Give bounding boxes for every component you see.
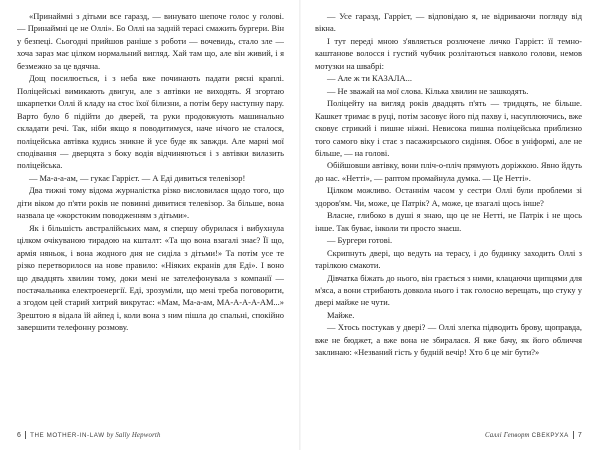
page-number: 7 bbox=[577, 431, 582, 439]
left-page-footer bbox=[17, 431, 300, 439]
page-number: 6 bbox=[17, 431, 22, 439]
left-page-text bbox=[17, 10, 284, 428]
paragraph: Скрипнуть двері, що ведуть на терасу, і до будинку заходить Оллі з тарілкою смакоти. bbox=[315, 247, 582, 271]
paragraph: — Бургери готові. bbox=[327, 235, 393, 246]
paragraph: Як і більшість австралійських мам, я спершу обурилася і вибухнула цілком очікуваною тирадою на кшталт: «Та що вона взагалі знає? Її що, армія няньок, і вона жодного дня не сиділа з дітьми!» Та потім усе те різко перетворилося на нове правило: «Ніяких екранів для Еді». І воно що двадцять хвилин тому, доки мені не зателефонувала з компанії — постачальника електроенергії. Еді, зрозуміли, що мені треба поговорити, а згодом цей старий хитрий викрутас: «Мам, Ма-а-ам, МА-А-А-А-АМ...» Зрештою я відала їй айпед і, коли вона з ним пішла до спальні, спокійно завершити телефонну розмову. bbox=[17, 222, 284, 333]
running-title: СВЕКРУХА bbox=[531, 431, 569, 439]
right-page bbox=[300, 0, 600, 450]
right-page-text bbox=[315, 10, 582, 428]
paragraph: «Принаймні з дітьми все гаразд, — винувато шепоче голос у голові. — Принаймні це не Оллі». Бо Оллі на задній терасі смажить бургери. Він у безпеці. Сьогодні прийшов раніше з роботи — вочевидь, стало зле — хоча зараз має цілком нормальний вигляд. Хай там що, але він живий, і я безмежно за це вдячна. bbox=[17, 11, 284, 71]
paragraph: І тут переді мною з'являється розлючене личко Гаррієт: її темно-каштанове волосся і густий чубчик розлітаються навколо голови, немов мотузки на швабрі: bbox=[315, 35, 582, 71]
paragraph: Майже. bbox=[327, 309, 355, 320]
paragraph: Поліцейту на вигляд років двадцять п'ять — тридцять, не більше. Кашкет тримає в руці, потім засовує його під пахву і, насуплюючись, вже сковує стрикий і пишне ніжні. Невисока пишна поліцейська приблизно того самого віку і стає з пасажирського сидіння. Обоє в уніформі, але не більше, — на голові. bbox=[315, 98, 582, 158]
running-byline: by Sally Hepworth bbox=[106, 431, 161, 439]
paragraph: Обійшовши автівку, вони пліч-о-пліч прямують доріжкою. Явно йдуть до нас. «Нетті», — раптом промайнула думка. — Це Нетті». bbox=[315, 160, 582, 183]
paragraph: Дощ посилюється, і з неба вже починають падати рясні краплі. Поліцейські вимикають двигун, але з автівки не виходять. Я згортаю шкарпетки Оллі й кладу на стос їхої білизни, а потім беру наступну пару. Варто було б підійти до дверей, та руки продовжують машинально складати речі. Так, ніби якщо я поводитимуся, наче нічого не сталося, поліцейська автівка кудись зникне й усе буде як завжди. Але марні мої сподівання — дверцята з боку водія відчиняються і з автівки вилазить поліцейська. bbox=[17, 73, 284, 171]
paragraph: Власне, глибоко в душі я знаю, що це не Нетті, не Патрік і не щось інше. Так буває, інколи ти просто знаєш. bbox=[315, 210, 582, 233]
footer-divider bbox=[25, 431, 26, 439]
footer-divider bbox=[573, 431, 574, 439]
paragraph: — Усе гаразд, Гаррієт, — відповідаю я, не відриваючи погляду від вікна. bbox=[315, 11, 582, 34]
paragraph: — Ма-а-а-ам, — гукає Гаррієт. — А Еді дивиться телевізор! bbox=[29, 172, 246, 183]
paragraph: — Не зважай на мої слова. Кілька хвилин не зашкодять. bbox=[327, 85, 529, 96]
paragraph: Дівчатка біжать до нього, він грається з ними, клацаючи щипцями для м'яса, а вони стрибають довкола нього і так голосно верещать, що стуку у двері майже не чути. bbox=[315, 272, 582, 308]
paragraph: Цілком можливо. Останнім часом у сестри Оллі були проблеми зі здоров'ям. Чи, може, це Патрік? А, може, це взагалі щось інше? bbox=[315, 185, 582, 208]
right-page-footer bbox=[300, 431, 582, 439]
paragraph: — Але ж ти КАЗАЛА... bbox=[327, 73, 412, 84]
running-title: THE MOTHER-IN-LAW bbox=[30, 431, 105, 439]
running-author: Саллі Гепворт bbox=[485, 431, 530, 439]
paragraph: Два тижні тому відома журналістка різко висловилася щодо того, що діти віком до п'яти років не повинні дивитися телевізор. За більше, вона назвала це «жорстоким поводженням з дітьми». bbox=[17, 185, 284, 221]
paragraph: — Хтось постукав у двері? — Оллі злегка підводить брову, щоправда, вже не бюджет, а вже вона не збиралася. Я вже бачу, як його обличчя заклинаю: «Незваний гість у будній вечір! Хто б це міг бути?» bbox=[315, 322, 582, 358]
